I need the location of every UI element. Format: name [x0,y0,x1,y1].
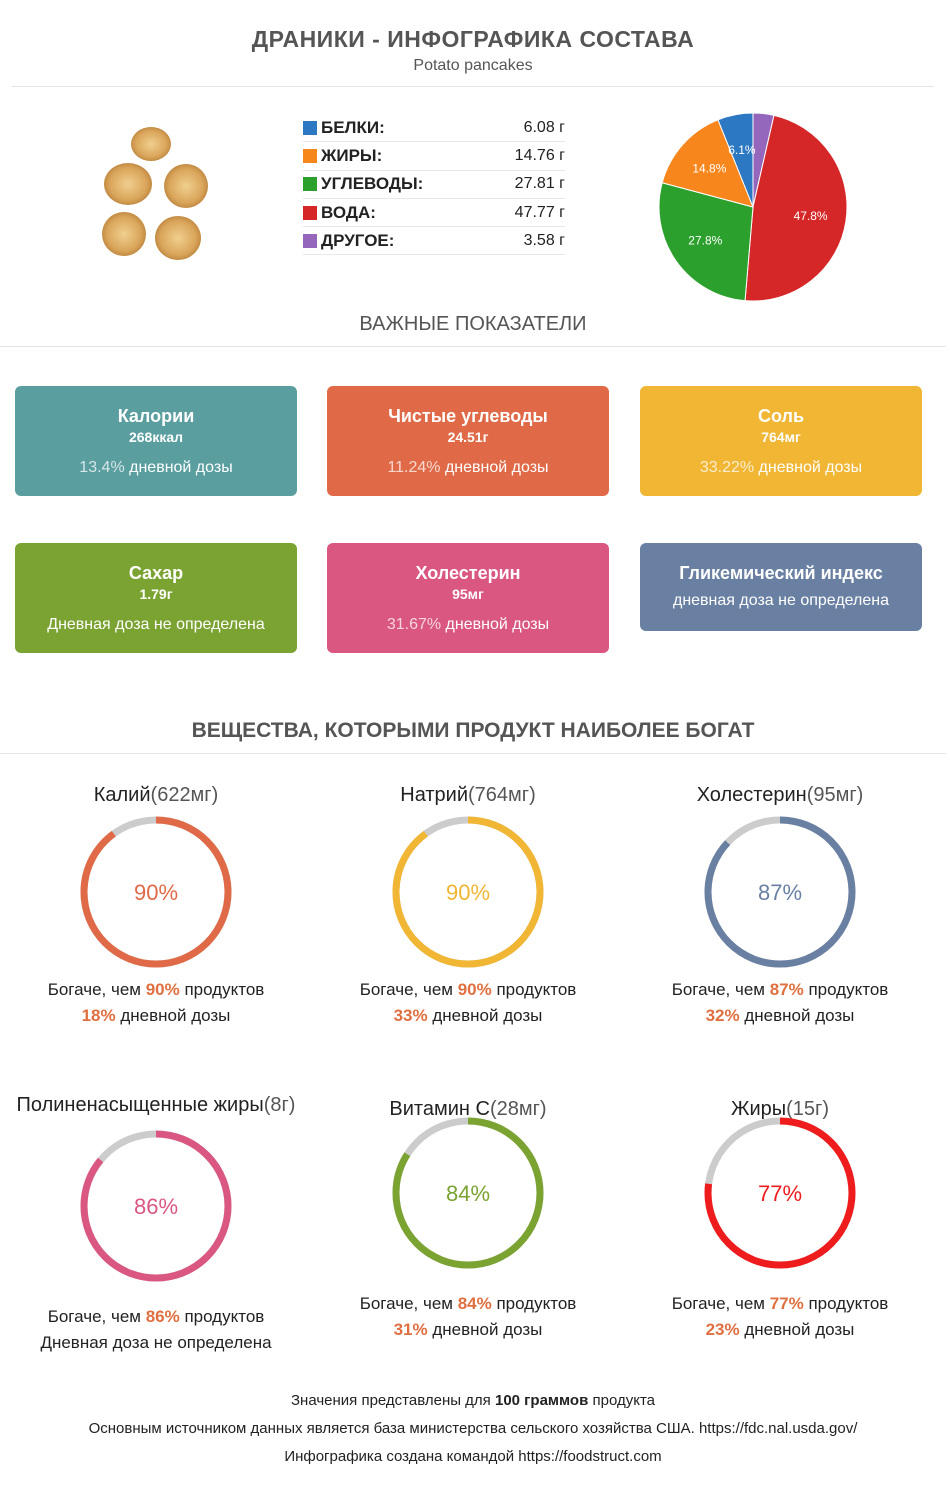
macro-pie-chart [655,112,851,308]
card-title: Гликемический индекс [679,563,883,583]
footer-text: продукта [588,1392,655,1409]
pie-label: 14.8% [692,161,727,176]
richer-text: продуктов [491,980,577,999]
percentile-ring [700,812,860,972]
footer-credit: Инфографика создана командой https://foodstruct.com [284,1448,662,1465]
richer-than-line [318,980,618,1000]
legend-swatch [303,121,317,135]
card-title: Соль [757,406,805,426]
footer-text: Значения представлены для [290,1392,495,1409]
card-value: 95мг [452,586,484,602]
nutrient-name: Полиненасыщенные жиры [16,1094,264,1116]
pie-label: 47.8% [793,208,828,223]
daily-text: дневной дозы [427,1320,543,1339]
richer-text: Богаче, чем [47,1307,146,1326]
daily-dose-line [630,1006,930,1026]
card-value: 764мг [761,429,801,445]
daily-text: дневной дозы [427,1006,543,1025]
daily-pct: 31% [393,1320,428,1339]
richer-text: продуктов [491,1294,577,1313]
daily-pct: 18% [81,1006,116,1025]
richer-text: Богаче, чем [671,1294,770,1313]
richer-pct: 90% [457,980,492,999]
card-daily-text: дневной дозы [124,459,233,476]
percentile-ring [76,1126,236,1286]
macro-name: УГЛЕВОДЫ: [321,174,424,194]
richer-pct: 86% [145,1307,180,1326]
nutrient-name: Натрий [400,784,469,806]
macro-value: 27.81 г [514,175,565,193]
percentile-ring [388,1113,548,1273]
daily-text: дневной дозы [739,1320,855,1339]
card-value: 268ккал [128,429,184,445]
richer-pct: 77% [769,1294,804,1313]
daily-pct: 33% [393,1006,428,1025]
richer-than-line [630,1294,930,1314]
page-title: ДРАНИКИ - ИНФОГРАФИКА СОСТАВА [251,26,695,52]
richer-text: продуктов [179,1307,265,1326]
nutrient-amount: (28мг) [489,1098,547,1120]
indicator-card [640,543,922,631]
richer-text: Богаче, чем [359,980,458,999]
legend-swatch [303,206,317,220]
macro-table [303,114,565,255]
indicator-card [15,386,297,496]
card-title: Сахар [128,563,184,583]
macro-value: 3.58 г [523,231,565,249]
macro-name: БЕЛКИ: [321,117,385,137]
richer-text: продуктов [803,1294,889,1313]
nutrient-title [6,1094,306,1116]
macro-value: 47.77 г [514,203,565,221]
card-daily-pct: 31.67% [386,616,442,633]
richer-text: Богаче, чем [47,980,146,999]
richer-text: Богаче, чем [671,980,770,999]
richer-than-line [6,980,306,1000]
section-indicators-title: ВАЖНЫЕ ПОКАЗАТЕЛИ [359,313,587,335]
richer-than-line [318,1294,618,1314]
nutrient-name: Холестерин [696,784,807,806]
nutrient-title [6,784,306,807]
card-daily [15,459,297,477]
card-daily-text: дневной дозы [441,616,550,633]
indicator-card [640,386,922,496]
card-daily-text: дневной дозы [440,459,549,476]
nutrient-amount: (15г) [786,1098,829,1120]
card-daily-pct: 33.22% [699,459,755,476]
macro-value: 14.76 г [514,146,565,164]
indicator-card [327,543,609,653]
card-daily-pct: 13.4% [79,459,125,476]
daily-pct: 32% [705,1006,740,1025]
macro-name: ДРУГОЕ: [321,230,395,250]
card-daily-pct: 11.24% [387,459,441,476]
card-title: Холестерин [415,563,521,583]
divider [12,86,934,87]
footer-source: Основным источником данных является база министерства сельского хозяйства США. https://fdc.nal.usda.gov/ [88,1420,858,1437]
card-value: 1.79г [139,586,173,602]
nutrient-title [630,784,930,807]
ring-percent: 87% [757,880,803,905]
daily-dose-line [630,1320,930,1340]
card-daily [640,592,922,610]
card-title: Калории [117,406,195,426]
richer-pct: 84% [457,1294,492,1313]
daily-text: Дневная доза не определена [40,1333,272,1352]
macro-label [303,146,382,166]
card-daily [15,616,297,634]
divider [0,753,946,754]
indicator-card [15,543,297,653]
nutrient-title [318,784,618,807]
card-daily [327,459,609,477]
richer-text: продуктов [803,980,889,999]
macro-label [303,174,423,194]
percentile-ring [76,812,236,972]
macro-row [303,171,565,199]
daily-text: дневной дозы [739,1006,855,1025]
macro-label [303,118,385,138]
card-value: 24.51г [447,429,489,445]
macro-name: ЖИРЫ: [321,145,383,165]
daily-dose-line [6,1006,306,1026]
macro-row [303,114,565,142]
footer-bold: 100 граммов [494,1392,589,1409]
card-daily [640,459,922,477]
nutrient-amount: (95мг) [806,784,864,806]
macro-row [303,199,565,227]
page-subtitle: Potato pancakes [413,57,533,74]
pie-label: 27.8% [688,233,723,248]
nutrient-name: Калий [93,784,151,806]
daily-dose-line [6,1333,306,1353]
food-image [98,118,214,268]
card-daily-text: дневная доза не определена [672,592,889,609]
legend-swatch [303,234,317,248]
legend-swatch [303,177,317,191]
richer-than-line [6,1307,306,1327]
ring-percent: 90% [133,880,179,905]
richer-pct: 87% [769,980,804,999]
macro-label [303,231,394,251]
daily-dose-line [318,1006,618,1026]
ring-percent: 77% [757,1181,803,1206]
indicator-card [327,386,609,496]
footer-note [0,1392,946,1409]
richer-than-line [630,980,930,1000]
richer-text: Богаче, чем [359,1294,458,1313]
nutrient-amount: (622мг) [150,784,219,806]
richer-pct: 90% [145,980,180,999]
macro-row [303,142,565,170]
richer-text: продуктов [179,980,265,999]
legend-swatch [303,149,317,163]
ring-percent: 84% [445,1181,491,1206]
card-daily-text: дневной дозы [754,459,863,476]
pie-label: 6.1% [728,142,756,157]
nutrient-name: Витамин C [389,1098,490,1120]
daily-dose-line [318,1320,618,1340]
section-richest-title: ВЕЩЕСТВА, КОТОРЫМИ ПРОДУКТ НАИБОЛЕЕ БОГАТ [191,719,755,742]
card-daily-text: Дневная доза не определена [47,616,265,633]
macro-name: ВОДА: [321,202,376,222]
ring-percent: 90% [445,880,491,905]
macro-row [303,227,565,255]
percentile-ring [700,1113,860,1273]
nutrient-name: Жиры [730,1098,787,1120]
macro-label [303,203,376,223]
daily-pct: 23% [705,1320,740,1339]
divider [0,346,946,347]
daily-text: дневной дозы [115,1006,231,1025]
nutrient-amount: (764мг) [468,784,536,806]
card-title: Чистые углеводы [388,406,548,426]
card-daily [327,616,609,634]
nutrient-amount: (8г) [263,1094,296,1116]
macro-value: 6.08 г [523,118,565,136]
percentile-ring [388,812,548,972]
ring-percent: 86% [133,1194,179,1219]
